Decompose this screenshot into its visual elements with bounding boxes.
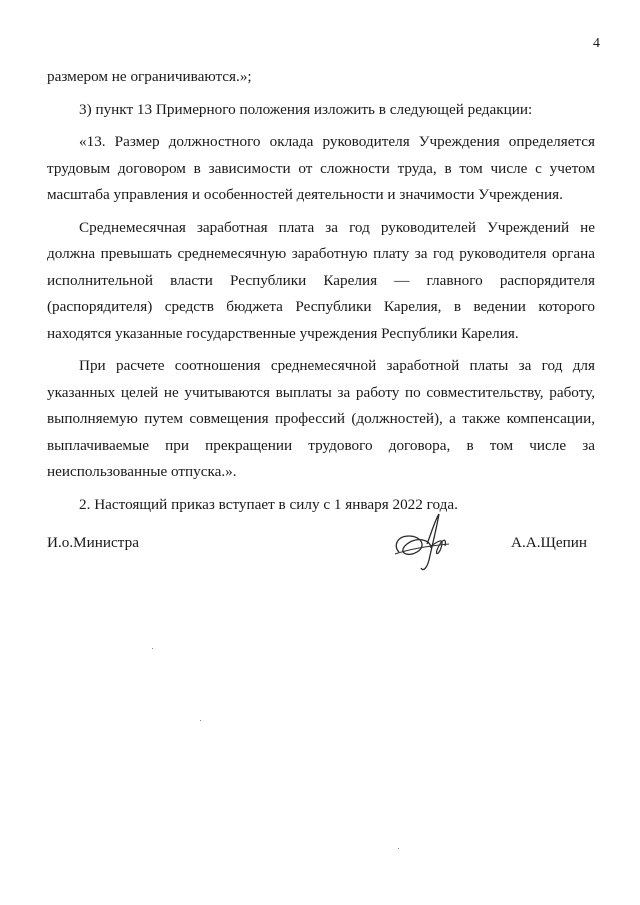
scan-speck	[152, 648, 153, 649]
paragraph-item-3: 3) пункт 13 Примерного положения изложить в следующей редакции:	[79, 100, 533, 118]
paragraph-calculation: При расчете соотношения среднемесячной заработной платы за год для указанных целей не учитываются выплаты за работу по совместительству, работу, выполняемую путем совмещения профессий (должностей), а также компенсации, выплачиваемые при прекращении трудового договора, в том числе за неиспользованные отпуска.».	[47, 357, 595, 480]
paragraph-continuation: размером не ограничиваются.»;	[47, 68, 252, 85]
paragraph-average-salary: Среднемесячная заработная плата за год руководителей Учреждений не должна превышать среднемесячную заработную плату за год руководителя органа исполнительной власти Республики Карелия — главного распорядителя (распорядителя) средств бюджета Республики Карелия, в ведении которого находятся указанные государственные учреждения Республики Карелия.	[47, 218, 595, 342]
scan-speck	[398, 848, 399, 849]
page-number: 4	[593, 36, 600, 51]
handwritten-signature	[387, 506, 462, 581]
signatory-name: А.А.Щепин	[511, 534, 587, 551]
scan-speck	[200, 720, 201, 721]
paragraph-effective-date: 2. Настоящий приказ вступает в силу с 1 января 2022 года.	[79, 495, 458, 513]
paragraph-clause-13: «13. Размер должностного оклада руководителя Учреждения определяется трудовым договором в зависимости от сложности труда, в том числе с учетом масштаба управления и особенностей деятельности и значимости Учреждения.	[47, 133, 595, 203]
signature-block	[47, 534, 595, 594]
signatory-title: И.о.Министра	[47, 534, 139, 551]
document-body	[47, 64, 595, 524]
